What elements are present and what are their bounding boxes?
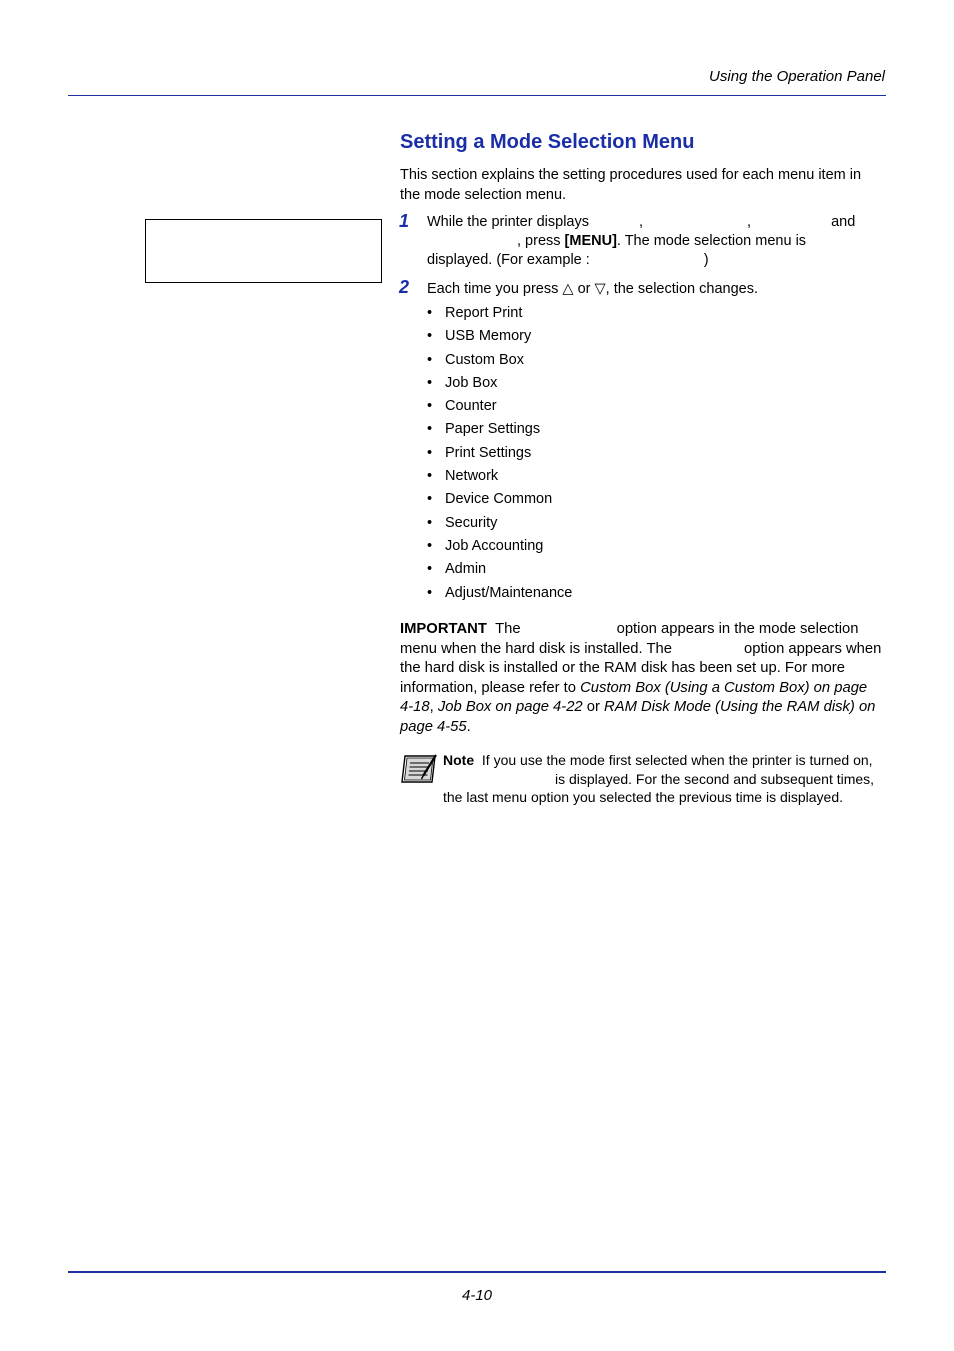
- menu-item-label: Custom Box: [445, 351, 524, 368]
- page-number: 4-10: [461, 1287, 493, 1304]
- menu-item-label: Admin: [445, 561, 487, 578]
- step-2-text: Each time you press △ or ▽, the selection changes.: [427, 281, 758, 297]
- separator: ,: [429, 699, 438, 715]
- bullet: •: [427, 514, 433, 531]
- bullet: •: [427, 491, 433, 508]
- bullet: •: [427, 305, 433, 321]
- menu-item-label: Paper Settings: [445, 421, 541, 438]
- bullet: •: [427, 444, 433, 461]
- list-item: [427, 443, 572, 466]
- important-label: IMPORTANT: [400, 621, 487, 637]
- bullet: •: [427, 328, 433, 345]
- footer-rule: [68, 1271, 886, 1273]
- list-item: [427, 513, 572, 536]
- bullet: •: [427, 561, 433, 578]
- menu-key-label: [MENU]: [564, 233, 617, 249]
- step-number-1: 1: [399, 211, 410, 231]
- note-text-2: is displayed. For the second and subsequent times, the last menu option you selected the previous time is displayed.: [443, 770, 875, 805]
- bullet: •: [427, 537, 433, 554]
- step-1-lead: While the printer displays: [427, 214, 589, 230]
- bullet: •: [427, 421, 433, 438]
- reference-custom-box: Custom Box (Using a Custom Box) on page 4-18: [400, 679, 868, 715]
- menu-item-label: Security: [445, 514, 498, 531]
- section-title: Setting a Mode Selection Menu: [400, 131, 695, 153]
- note-text: [443, 751, 885, 807]
- menu-item-label: USB Memory: [445, 328, 532, 345]
- step-1-and: and: [831, 214, 856, 230]
- list-item: [427, 419, 572, 442]
- list-item: [427, 303, 572, 326]
- header-rule: [68, 95, 886, 96]
- menu-item-label: Job Accounting: [445, 537, 544, 554]
- list-item: [427, 536, 572, 559]
- important-text-2: option appears when the hard disk is installed or the RAM disk has been set up. For more information, please refer to: [400, 640, 882, 696]
- step-1-comma-2: ,: [747, 214, 752, 230]
- list-item: [427, 466, 572, 489]
- separator: or: [582, 699, 605, 715]
- menu-item-label: Device Common: [445, 491, 553, 508]
- list-item: [427, 326, 572, 349]
- step-1-text: [427, 213, 872, 270]
- important-text-1: option appears in the mode selection menu when the hard disk is installed. The: [400, 621, 859, 657]
- menu-item-label: Network: [445, 468, 499, 485]
- period: .: [466, 718, 471, 735]
- bullet: •: [427, 398, 433, 415]
- step-number-2: 2: [399, 277, 410, 297]
- bullet: •: [427, 584, 433, 601]
- menu-item-label: Job Box: [445, 374, 498, 391]
- bullet: •: [427, 374, 433, 391]
- step-1-close-paren: ): [703, 252, 709, 268]
- list-item: [427, 350, 572, 373]
- step-1-result: . The mode selection menu is displayed. (For example :: [427, 233, 807, 268]
- menu-item-label: Report Print: [445, 305, 523, 321]
- list-item: [427, 559, 572, 582]
- important-notice: [400, 620, 884, 737]
- list-item: [427, 583, 572, 606]
- section-intro: This section explains the setting procedures used for each menu item in the mode selection menu.: [400, 167, 862, 203]
- list-item: [427, 489, 572, 512]
- important-the: The: [495, 621, 521, 637]
- note-text-1: If you use the mode first selected when the printer is turned on,: [481, 752, 873, 768]
- mode-selection-menu-list: [427, 303, 572, 606]
- lcd-display-illustration: [145, 219, 382, 283]
- running-header: Using the Operation Panel: [709, 68, 885, 85]
- menu-item-label: Counter: [445, 398, 497, 415]
- reference-job-box: Job Box on page 4-22: [437, 699, 583, 715]
- list-item: [427, 373, 572, 396]
- step-1-press: , press: [517, 233, 565, 249]
- bullet: •: [427, 351, 433, 368]
- menu-item-label: Adjust/Maintenance: [445, 584, 573, 601]
- menu-item-label: Print Settings: [445, 444, 532, 461]
- note-pad-icon: [399, 752, 439, 786]
- bullet: •: [427, 468, 433, 485]
- step-1-comma-1: ,: [639, 214, 644, 230]
- reference-ram-disk: RAM Disk Mode (Using the RAM disk) on page 4-55: [400, 699, 876, 735]
- list-item: [427, 396, 572, 419]
- note-label: Note: [443, 752, 475, 768]
